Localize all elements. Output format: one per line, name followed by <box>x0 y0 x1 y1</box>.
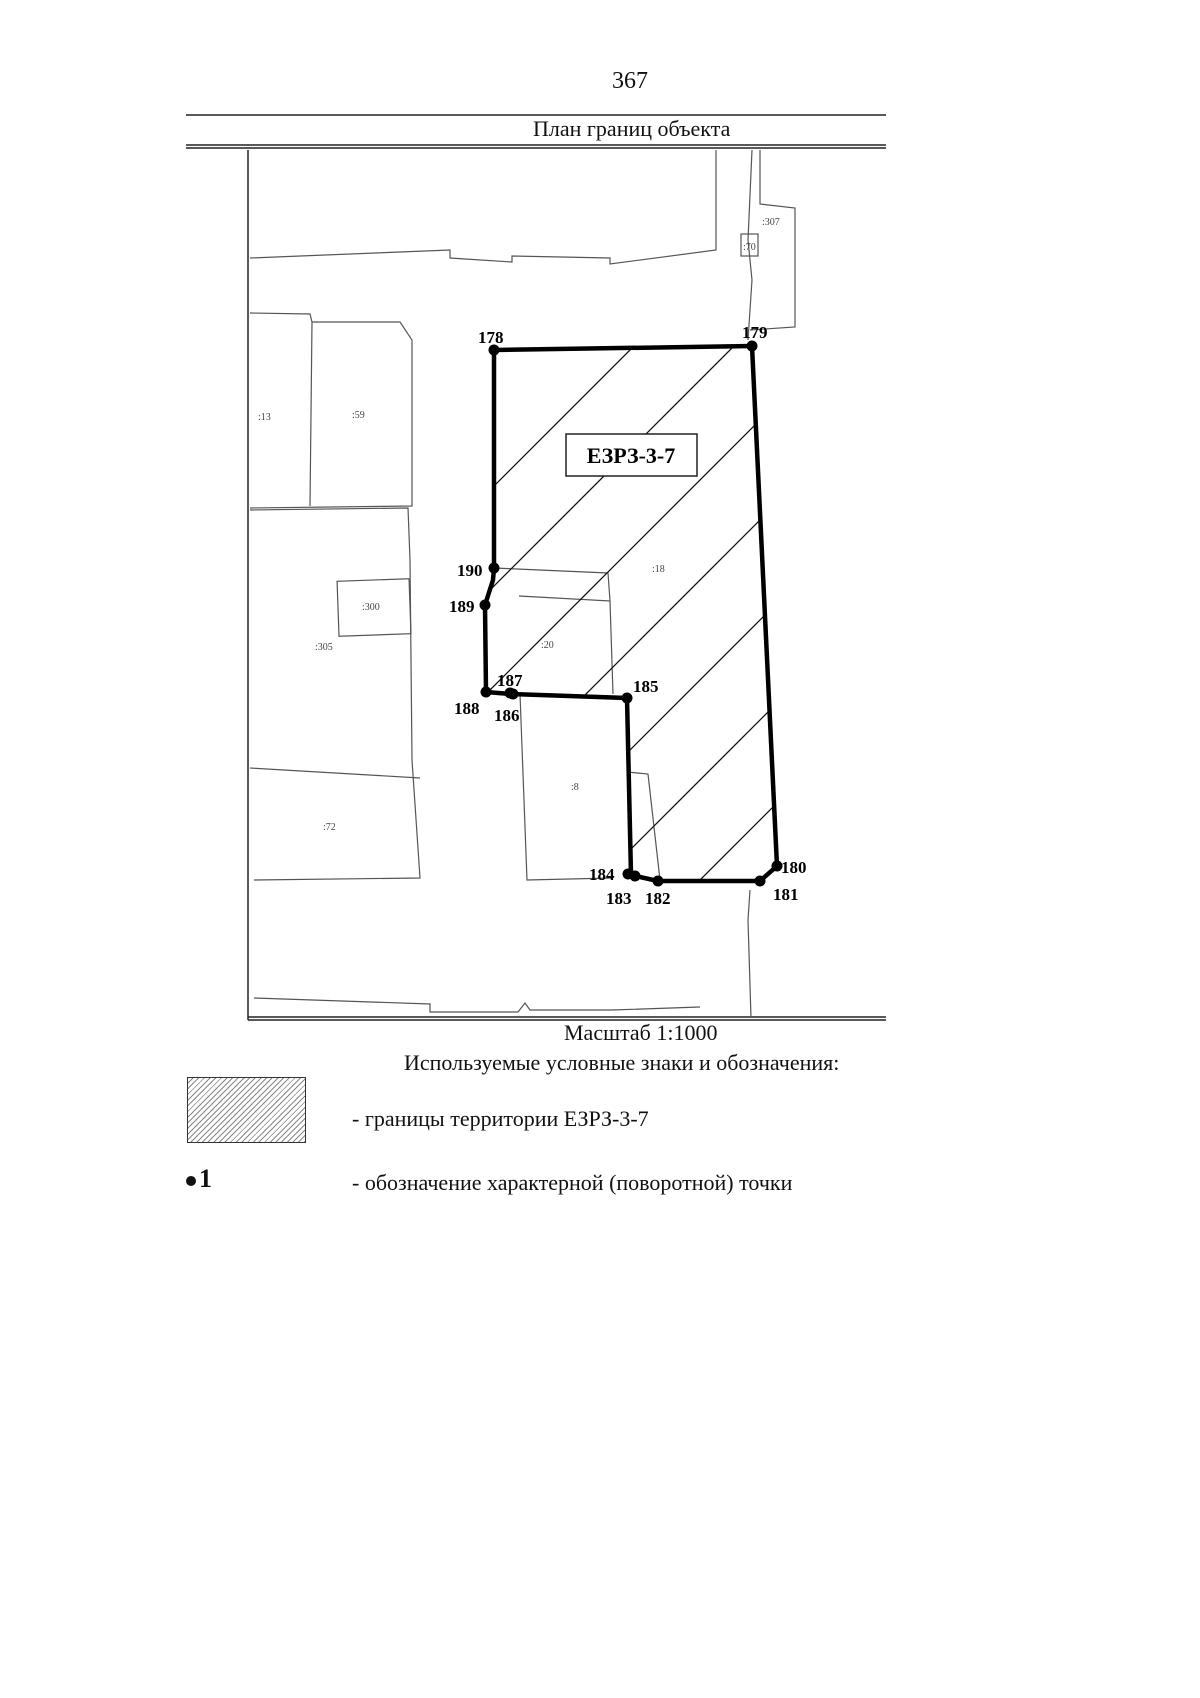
point-185 <box>622 693 633 704</box>
point-label-183: 183 <box>606 889 632 908</box>
parcel-label: :70 <box>743 242 756 253</box>
zone-label: ЕЗРЗ-3-7 <box>586 443 676 468</box>
legend-point-number: 1 <box>199 1164 212 1193</box>
parcel-labels <box>258 217 780 833</box>
point-label-182: 182 <box>645 889 671 908</box>
point-189 <box>480 600 491 611</box>
parcel-label: :300 <box>362 602 380 613</box>
legend-point-text: - обозначение характерной (поворотной) точки <box>352 1170 793 1195</box>
legend-heading: Используемые условные знаки и обозначения: <box>404 1050 840 1075</box>
cadastral-lines <box>250 150 795 1018</box>
page-number: 367 <box>612 68 648 94</box>
zone-boundary <box>485 346 777 881</box>
point-label-185: 185 <box>633 677 659 696</box>
point-184 <box>623 869 634 880</box>
map-title: План границ объекта <box>533 116 731 141</box>
parcel-label: :20 <box>541 640 554 651</box>
point-181 <box>755 876 766 887</box>
parcel-label: :8 <box>571 782 579 793</box>
parcel-label: :59 <box>352 410 365 421</box>
point-label-181: 181 <box>773 885 799 904</box>
point-label-180: 180 <box>781 858 807 877</box>
point-label-189: 189 <box>449 597 475 616</box>
point-label-186: 186 <box>494 706 520 725</box>
legend-hatch-swatch <box>187 1077 306 1143</box>
point-179 <box>747 341 758 352</box>
point-label-190: 190 <box>457 561 483 580</box>
point-dot-icon <box>186 1176 196 1186</box>
point-188 <box>481 687 492 698</box>
zone-hatching <box>380 330 1200 900</box>
parcel-label: :305 <box>315 642 333 653</box>
point-label-188: 188 <box>454 699 480 718</box>
legend-point-symbol <box>186 1164 212 1194</box>
point-label-179: 179 <box>742 323 768 342</box>
point-label-184: 184 <box>589 865 615 884</box>
point-190 <box>489 563 500 574</box>
scale-label: Масштаб 1:1000 <box>564 1020 718 1045</box>
point-label-178: 178 <box>478 328 504 347</box>
parcel-label: :307 <box>762 217 780 228</box>
parcel-label: :72 <box>323 822 336 833</box>
legend-area-text: - границы территории ЕЗРЗ-3-7 <box>352 1106 649 1131</box>
point-182 <box>653 876 664 887</box>
parcel-label: :13 <box>258 412 271 423</box>
point-label-187: 187 <box>497 671 523 690</box>
parcel-label: :18 <box>652 564 665 575</box>
